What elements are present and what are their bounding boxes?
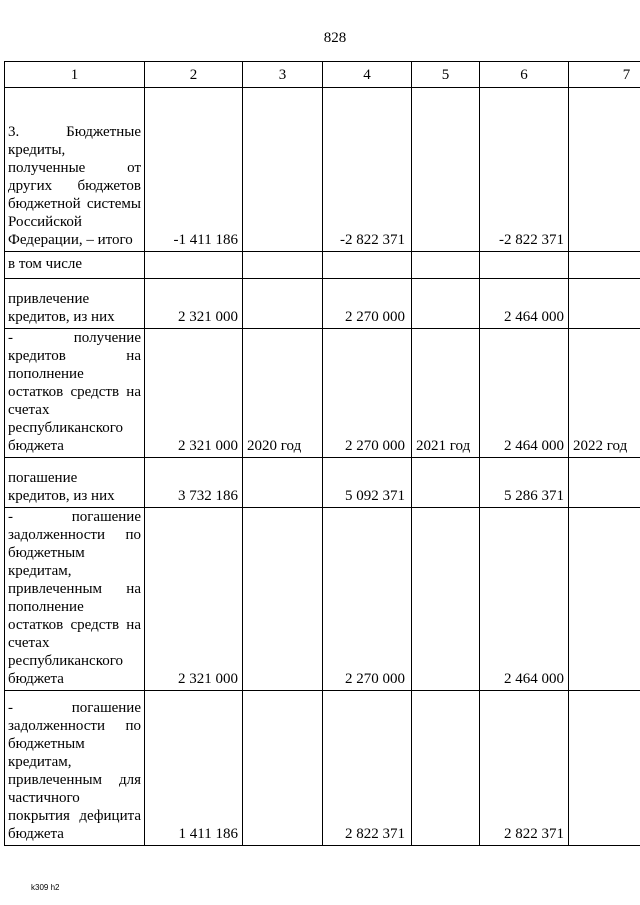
table-row: [5, 508, 640, 691]
row-label: привлечение кредитов, из них: [5, 279, 145, 329]
year-cell: [569, 691, 640, 846]
year-cell: [243, 252, 323, 279]
value-cell: [145, 252, 243, 279]
column-header: 7: [569, 62, 640, 88]
page-number: 828: [323, 30, 347, 46]
year-cell: [412, 279, 480, 329]
year-cell: 2020 год: [243, 329, 323, 458]
value-cell: [480, 252, 569, 279]
year-cell: [412, 252, 480, 279]
year-cell: 2021 год: [412, 329, 480, 458]
row-label: - погашение задолженности по бюджетным кредитам, привлеченным для частичного покрытия дефицита бюджета: [5, 691, 145, 846]
value-cell: [323, 252, 412, 279]
column-header: 3: [243, 62, 323, 88]
value-cell: 2 464 000: [480, 279, 569, 329]
row-label: - погашение задолженности по бюджетным кредитам, привлеченным на пополнение остатков средств на счетах республиканского бюджета: [5, 508, 145, 691]
year-cell: [569, 252, 640, 279]
year-cell: [412, 691, 480, 846]
value-cell: 1 411 186: [145, 691, 243, 846]
year-cell: [569, 508, 640, 691]
column-header: 6: [480, 62, 569, 88]
year-cell: [412, 458, 480, 508]
year-cell: 2022 год: [569, 329, 640, 458]
value-cell: 2 270 000: [323, 279, 412, 329]
year-cell: [412, 508, 480, 691]
year-cell: [569, 279, 640, 329]
value-cell: 2 270 000: [323, 329, 412, 458]
column-header: 2: [145, 62, 243, 88]
year-cell: [243, 458, 323, 508]
value-cell: 2 321 000: [145, 279, 243, 329]
row-label: в том числе: [5, 252, 145, 279]
table-row: [5, 329, 640, 458]
value-cell: 2 822 371: [480, 691, 569, 846]
table-row: [5, 458, 640, 508]
year-cell: [243, 279, 323, 329]
value-cell: 2 464 000: [480, 329, 569, 458]
footer-code: k309 h2: [31, 883, 60, 892]
year-cell: [243, 508, 323, 691]
value-cell: 2 321 000: [145, 508, 243, 691]
year-cell: [412, 88, 480, 252]
budget-table: [4, 61, 640, 846]
column-header: 4: [323, 62, 412, 88]
table-row: [5, 691, 640, 846]
value-cell: 2 321 000: [145, 329, 243, 458]
table-row: [5, 252, 640, 279]
table-row: [5, 279, 640, 329]
value-cell: -2 822 371: [480, 88, 569, 252]
header-row: [5, 62, 640, 88]
table-row: [5, 88, 640, 252]
value-cell: -2 822 371: [323, 88, 412, 252]
year-cell: [569, 458, 640, 508]
column-header: 5: [412, 62, 480, 88]
row-label: - получение кредитов на пополнение остатков средств на счетах республиканского бюджета: [5, 329, 145, 458]
year-cell: [569, 88, 640, 252]
column-header: 1: [5, 62, 145, 88]
year-cell: [243, 88, 323, 252]
value-cell: 2 822 371: [323, 691, 412, 846]
value-cell: 3 732 186: [145, 458, 243, 508]
year-cell: [243, 691, 323, 846]
value-cell: 5 286 371: [480, 458, 569, 508]
row-label: 3. Бюджетные кредиты, полученные от других бюджетов бюджетной системы Российской Федерации, – итого: [5, 88, 145, 252]
value-cell: -1 411 186: [145, 88, 243, 252]
value-cell: 2 270 000: [323, 508, 412, 691]
value-cell: 2 464 000: [480, 508, 569, 691]
row-label: погашение кредитов, из них: [5, 458, 145, 508]
value-cell: 5 092 371: [323, 458, 412, 508]
